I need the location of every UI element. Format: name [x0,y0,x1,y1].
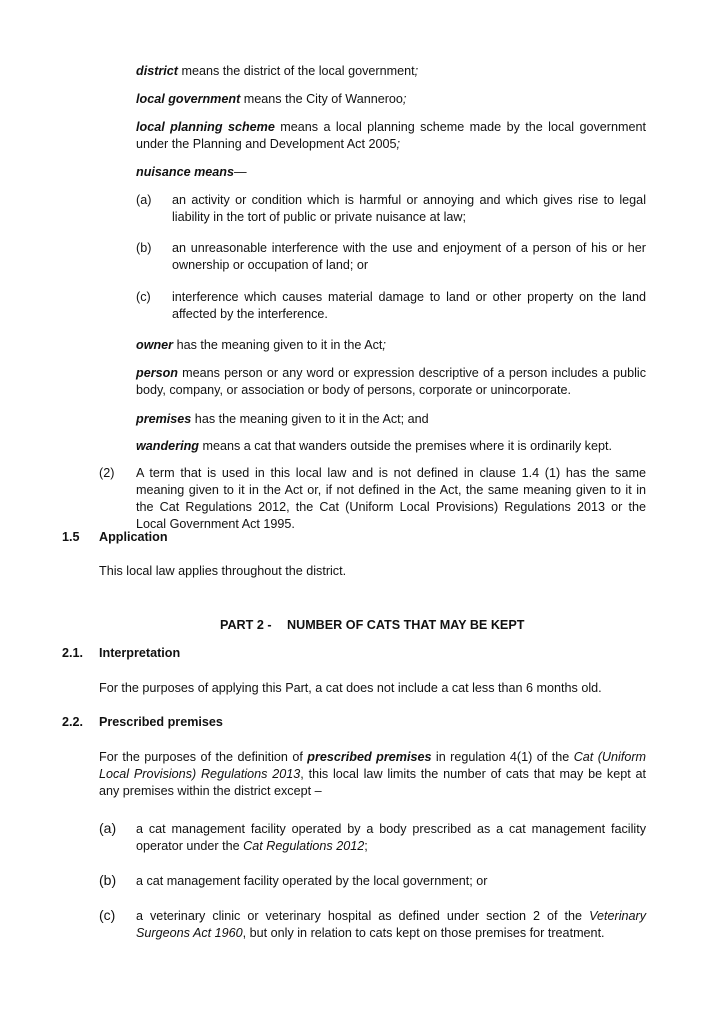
section-number: 1.5 [62,530,80,544]
term: local government [136,92,241,106]
definition-local-government [136,91,646,108]
definition-text: means a local planning scheme made by the local government under the Planning and Development Act 2005 [136,120,646,151]
exception-label: (b) [99,872,117,888]
intro-text: For the purposes of the definition of [99,750,308,764]
definition-text: means the district of the local government [178,64,415,78]
exception-text-part: ; [364,839,368,853]
exception-text-part: a veterinary clinic or veterinary hospital as defined under section 2 of the [136,909,590,923]
part-title: NUMBER OF CATS THAT MAY BE KEPT [287,618,525,632]
section-intro [99,749,646,800]
clause-text: A term that is used in this local law and is not defined in clause 1.4 (1) has the same meaning given to it in the Act or, if not defined in the Act, the same meaning given to it in the Cat Regulations 2012, the Cat (Uniform Local Provisions) Regulations 2013 or the Local Government Act 1995. [136,466,646,531]
definition-text: means a cat that wanders outside the premises where it is ordinarily kept. [198,439,612,453]
section-text: This local law applies throughout the district. [99,564,347,578]
definition-text: means the City of Wanneroo [240,92,403,106]
intro-term: prescribed premises [307,750,432,764]
definition-owner [136,337,646,354]
section-text: For the purposes of applying this Part, a cat does not include a cat less than 6 months old. [99,681,602,695]
section-number: 2.2. [62,715,84,729]
exception-label: (a) [99,820,117,836]
section-number: 2.1. [62,646,84,660]
exception-text [136,908,646,942]
definition-end: ; [396,137,400,151]
section-title: Prescribed premises [99,715,223,729]
exception-text-part: a cat management facility operated by the local government; or [136,874,488,888]
nuisance-item-text: an activity or condition which is harmful or annoying and which gives rise to legal liability in the tort of public or private nuisance at law; [172,193,646,224]
section-title: Interpretation [99,646,181,660]
term: district [136,64,178,78]
exception-text [136,821,646,855]
definition-premises [136,411,646,428]
clause-label: (2) [99,466,115,480]
definition-text: means person or any word or expression descriptive of a person includes a public body, company, or association or body of persons, corporate or unincorporate. [136,366,646,397]
exception-label: (c) [99,907,116,923]
part-label: PART 2 - [220,618,272,632]
term: wandering [136,439,199,453]
definition-nuisance [136,164,646,181]
definition-text: has the meaning given to it in the Act [173,338,383,352]
intro-text: , this local law limits the number of cats that may be kept at any premises within the district except – [99,767,646,798]
definition-person [136,365,646,399]
exception-text-part: , but only in relation to cats kept on those premises for treatment. [242,926,605,940]
nuisance-item-label: (b) [136,241,152,255]
exception-reference: Cat Regulations 2012 [243,839,365,853]
term: person [136,366,178,380]
term-dash: — [234,165,247,179]
term: local planning scheme [136,120,275,134]
definition-local-planning-scheme [136,119,646,153]
term: owner [136,338,174,352]
exception-text-part: a cat management facility operated by a body prescribed as a cat management facility operator under the [136,822,646,853]
term: premises [136,412,192,426]
definition-text: has the meaning given to it in the Act; and [191,412,429,426]
definition-end: ; [382,338,386,352]
definition-end: ; [402,92,407,106]
nuisance-item-label: (c) [136,290,151,304]
nuisance-item-text: interference which causes material damage to land or other property on the land affected by the interference. [172,290,646,321]
exception-text [136,873,646,890]
section-title: Application [99,530,168,544]
intro-text: in regulation 4(1) of the [431,750,574,764]
definition-end: ; [414,64,419,78]
term: nuisance means [136,165,234,179]
exception-reference: Veterinary Surgeons Act 1960 [136,909,646,940]
nuisance-item-label: (a) [136,193,152,207]
definition-wandering [136,438,646,455]
intro-regulation: Cat (Uniform Local Provisions) Regulations 2013 [99,750,647,781]
definition-district [136,63,646,80]
nuisance-item-text: an unreasonable interference with the use and enjoyment of a person of his or her ownership or occupation of land; or [172,241,646,272]
